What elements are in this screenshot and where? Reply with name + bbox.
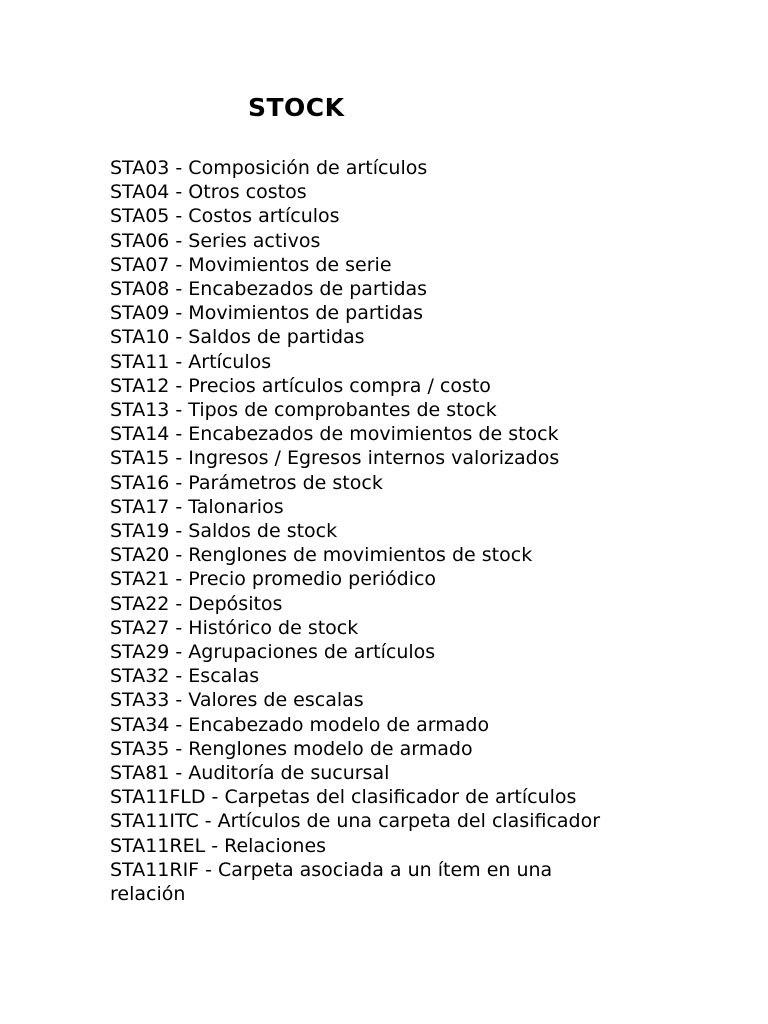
list-item: STA32 - Escalas bbox=[110, 665, 260, 688]
table-list bbox=[110, 156, 670, 906]
list-item: STA21 - Precio promedio periódico bbox=[110, 568, 437, 591]
list-item: STA20 - Renglones de movimientos de stock bbox=[110, 544, 533, 567]
list-item: STA19 - Saldos de stock bbox=[110, 520, 338, 543]
list-item: STA11RIF - Carpeta asociada a un ítem en una relación bbox=[110, 858, 553, 906]
list-item: STA04 - Otros costos bbox=[110, 181, 307, 204]
list-item: STA17 - Talonarios bbox=[110, 495, 284, 518]
list-item: STA11REL - Relaciones bbox=[110, 834, 327, 857]
list-item: STA09 - Movimientos de partidas bbox=[110, 302, 424, 325]
page-title: STOCK bbox=[248, 93, 345, 122]
list-item: STA13 - Tipos de comprobantes de stock bbox=[110, 399, 497, 422]
list-item: STA16 - Parámetros de stock bbox=[110, 471, 383, 494]
list-item: STA35 - Renglones modelo de armado bbox=[110, 737, 473, 760]
list-item: STA12 - Precios artículos compra / costo bbox=[110, 374, 491, 397]
list-item: STA14 - Encabezados de movimientos de stock bbox=[110, 423, 559, 446]
list-item: STA22 - Depósitos bbox=[110, 592, 283, 615]
list-item: STA07 - Movimientos de serie bbox=[110, 253, 392, 276]
list-item: STA05 - Costos artículos bbox=[110, 205, 340, 228]
list-item: STA81 - Auditoría de sucursal bbox=[110, 762, 390, 785]
list-item: STA33 - Valores de escalas bbox=[110, 689, 364, 712]
list-item: STA11 - Artículos bbox=[110, 350, 272, 373]
list-item: STA15 - Ingresos / Egresos internos valorizados bbox=[110, 447, 560, 470]
list-item: STA34 - Encabezado modelo de armado bbox=[110, 713, 490, 736]
list-item: STA27 - Histórico de stock bbox=[110, 616, 359, 639]
list-item: STA06 - Series activos bbox=[110, 229, 321, 252]
list-item: STA08 - Encabezados de partidas bbox=[110, 278, 428, 301]
list-item: STA03 - Composición de artículos bbox=[110, 157, 428, 179]
list-item: STA11ITC - Artículos de una carpeta del clasificador bbox=[110, 810, 601, 833]
list-item: STA10 - Saldos de partidas bbox=[110, 326, 365, 349]
list-item: STA11FLD - Carpetas del clasificador de artículos bbox=[110, 786, 577, 809]
list-item: STA29 - Agrupaciones de artículos bbox=[110, 641, 436, 664]
